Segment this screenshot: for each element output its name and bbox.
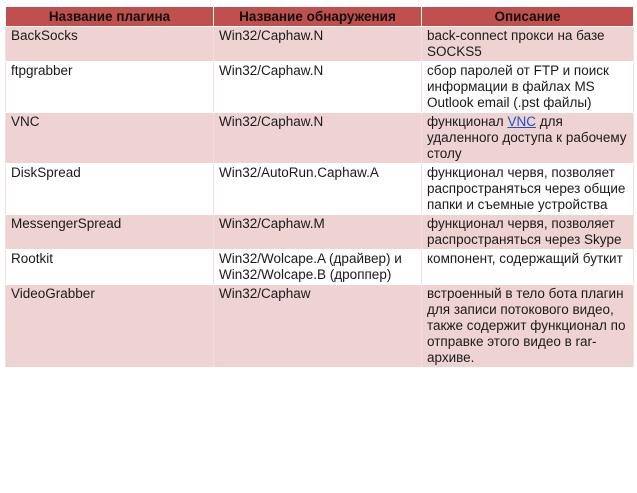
table-row-backsocks bbox=[6, 27, 634, 62]
description-text-post: для удаленного доступа к рабочему столу bbox=[427, 114, 627, 161]
plugin-name-cell: BackSocks bbox=[6, 27, 214, 62]
table-row-videograbber bbox=[6, 285, 634, 368]
plugin-name-cell: MessengerSpread bbox=[6, 215, 214, 250]
table-header-row bbox=[6, 7, 634, 27]
detection-name-cell: Win32/AutoRun.Caphaw.A bbox=[214, 164, 422, 215]
detection-name-cell: Win32/Caphaw.N bbox=[214, 27, 422, 62]
detection-name-cell: Win32/Caphaw.M bbox=[214, 215, 422, 250]
table-row-diskspread bbox=[6, 164, 634, 215]
description-cell: back-connect прокси на базе SOCKS5 bbox=[422, 27, 634, 62]
detection-name-cell: Win32/Caphaw bbox=[214, 285, 422, 368]
description-cell: функционал червя, позволяет распространяться через Skype bbox=[422, 215, 634, 250]
description-cell bbox=[422, 113, 634, 164]
detection-name-cell: Win32/Caphaw.N bbox=[214, 113, 422, 164]
plugin-name-cell: Rootkit bbox=[6, 250, 214, 285]
description-cell: встроенный в тело бота плагин для записи потокового видео, также содержит функционал по отправке этого видео в rar-архиве. bbox=[422, 285, 634, 368]
description-cell: компонент, содержащий буткит bbox=[422, 250, 634, 285]
plugin-name-cell: VideoGrabber bbox=[6, 285, 214, 368]
description-text-pre: функционал bbox=[427, 114, 508, 129]
table-row-ftpgrabber bbox=[6, 62, 634, 113]
plugin-name-cell: DiskSpread bbox=[6, 164, 214, 215]
table-row-vnc bbox=[6, 113, 634, 164]
detection-name-cell: Win32/Wolcape.A (драйвер) и Win32/Wolcape.B (дроппер) bbox=[214, 250, 422, 285]
header-plugin-name: Название плагина bbox=[6, 7, 214, 27]
vnc-link[interactable]: VNC bbox=[507, 114, 536, 129]
description-cell: сбор паролей от FTP и поиск информации в файлах MS Outlook email (.pst файлы) bbox=[422, 62, 634, 113]
header-detection-name: Название обнаружения bbox=[214, 7, 422, 27]
header-description: Описание bbox=[422, 7, 634, 27]
description-cell: функционал червя, позволяет распространяться через общие папки и съемные устройства bbox=[422, 164, 634, 215]
plugin-name-cell: VNC bbox=[6, 113, 214, 164]
detection-name-cell: Win32/Caphaw.N bbox=[214, 62, 422, 113]
table-row-messengerspread bbox=[6, 215, 634, 250]
plugin-name-cell: ftpgrabber bbox=[6, 62, 214, 113]
plugins-table bbox=[5, 6, 634, 368]
table-row-rootkit bbox=[6, 250, 634, 285]
